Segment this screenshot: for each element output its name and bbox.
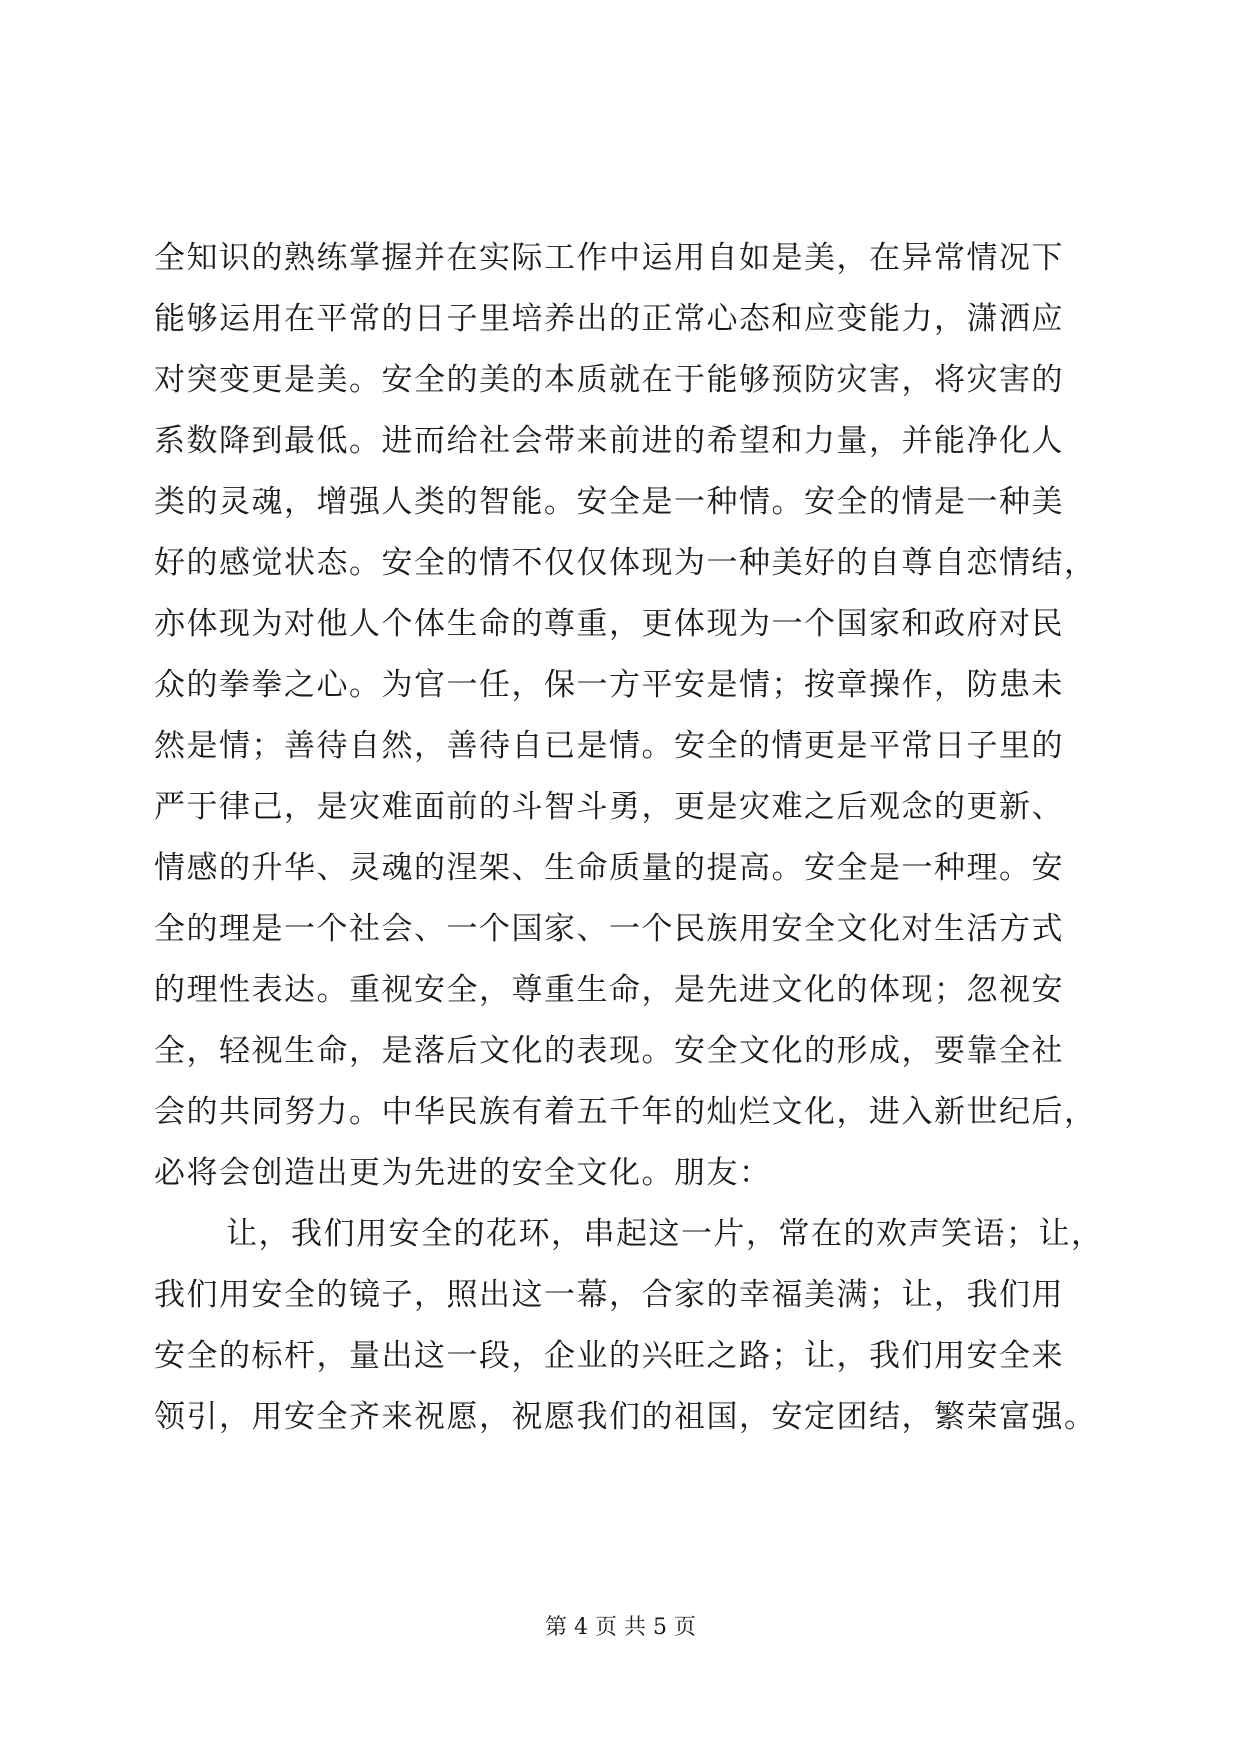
text-line: 全，轻视生命，是落后文化的表现。安全文化的形成，要靠全社 — [154, 1033, 1064, 1069]
page-number-footer: 第 4 页 共 5 页 — [545, 1615, 696, 1640]
text-line: 亦体现为对他人个体生命的尊重，更体现为一个国家和政府对民 — [154, 606, 1064, 642]
text-line: 安全的标杆，量出这一段，企业的兴旺之路；让，我们用安全来 — [154, 1338, 1064, 1374]
text-line: 全的理是一个社会、一个国家、一个民族用安全文化对生活方式 — [154, 911, 1064, 947]
text-line: 众的拳拳之心。为官一任，保一方平安是情；按章操作，防患未 — [154, 667, 1064, 703]
text-line: 能够运用在平常的日子里培养出的正常心态和应变能力，潇洒应 — [154, 301, 1064, 337]
text-line: 类的灵魂，增强人类的智能。安全是一种情。安全的情是一种美 — [154, 484, 1064, 520]
paragraph-first-line: 让，我们用安全的花环，串起这一片，常在的欢声笑语；让， — [226, 1216, 1104, 1252]
text-line: 系数降到最低。进而给社会带来前进的希望和力量，并能净化人 — [154, 423, 1064, 459]
body-text — [154, 228, 1104, 1448]
text-line: 好的感觉状态。安全的情不仅仅体现为一种美好的自尊自恋情结， — [154, 545, 1097, 581]
text-line: 对突变更是美。安全的美的本质就在于能够预防灾害，将灾害的 — [154, 362, 1064, 398]
text-line: 必将会创造出更为先进的安全文化。朋友： — [154, 1155, 772, 1191]
text-line: 我们用安全的镜子，照出这一幕，合家的幸福美满；让，我们用 — [154, 1277, 1064, 1313]
text-line: 严于律己，是灾难面前的斗智斗勇，更是灾难之后观念的更新、 — [154, 789, 1064, 825]
text-line: 然是情；善待自然，善待自已是情。安全的情更是平常日子里的 — [154, 728, 1064, 764]
text-line: 全知识的熟练掌握并在实际工作中运用自如是美，在异常情况下 — [154, 240, 1064, 276]
text-line: 会的共同努力。中华民族有着五千年的灿烂文化，进入新世纪后， — [154, 1094, 1097, 1130]
text-line: 的理性表达。重视安全，尊重生命，是先进文化的体现；忽视安 — [154, 972, 1064, 1008]
text-line: 情感的升华、灵魂的涅架、生命质量的提高。安全是一种理。安 — [154, 850, 1064, 886]
text-line: 领引，用安全齐来祝愿，祝愿我们的祖国，安定团结，繁荣富强。 — [154, 1399, 1097, 1435]
